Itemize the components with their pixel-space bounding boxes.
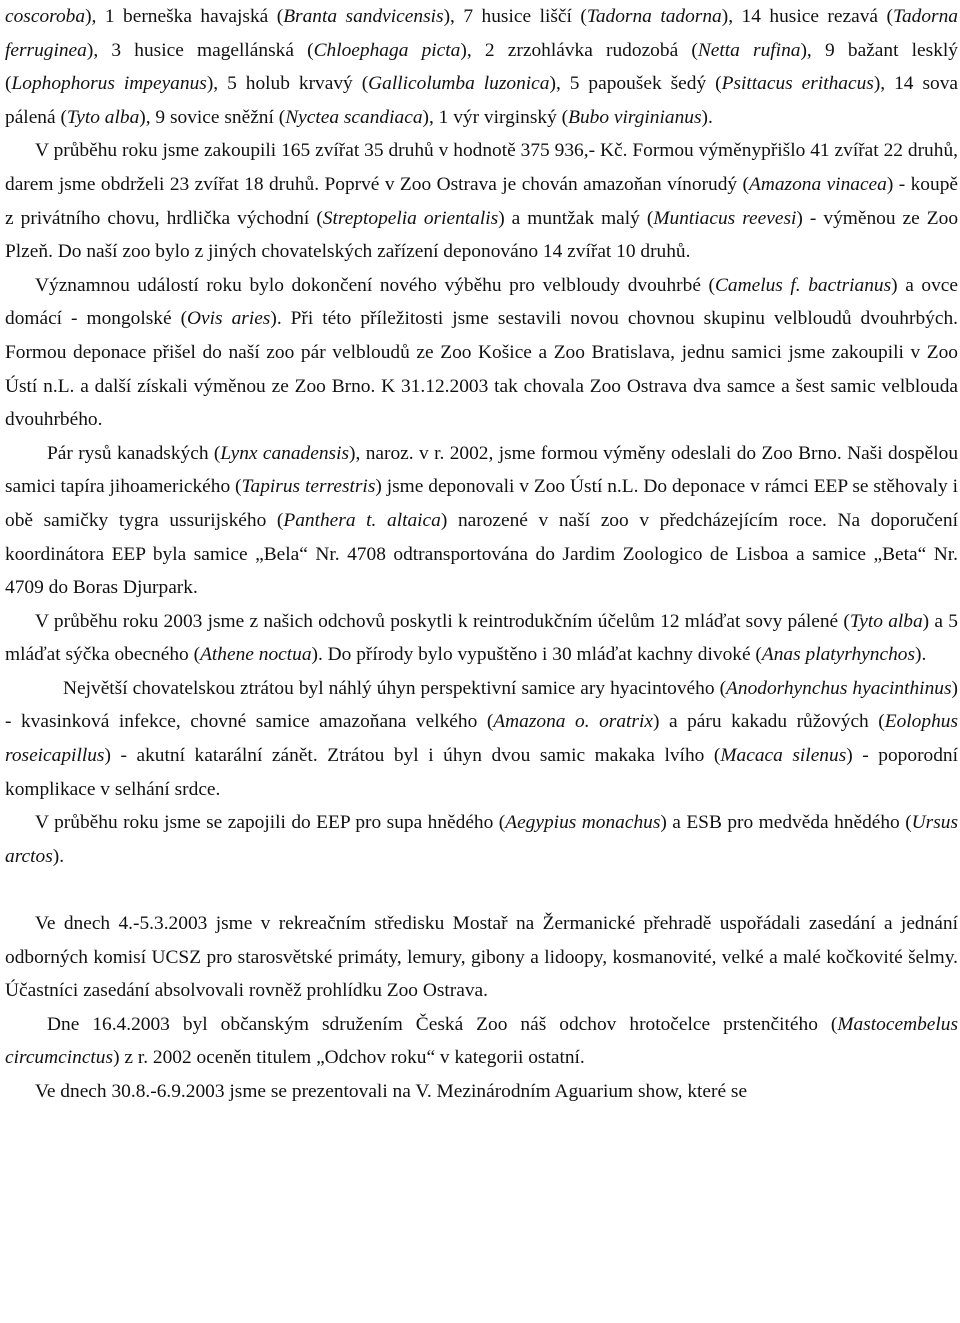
text-run: ) - poporodní komplikace v selhání srdce. (5, 745, 958, 800)
text-run: ), 1 výr virginský ( (422, 106, 569, 128)
italic-text-run: Eolophus roseicapillus (5, 711, 959, 767)
text-run: ) a 5 mláďat sýčka obecného ( (5, 610, 958, 666)
italic-text-run: Mastocembelus circumcinctus (5, 1013, 958, 1069)
text-run: Ve dnech 30.8.-6.9.2003 jsme se prezentovali na V. Mezinárodním Aguarium show, které se (35, 1081, 748, 1102)
italic-text-run: Anas platyrhynchos (761, 644, 916, 666)
italic-text-run: Nyctea scandiaca (285, 106, 423, 128)
paragraph (5, 605, 958, 672)
italic-text-run: Streptopelia orientalis (322, 207, 499, 229)
text-run: ), 3 husice magellánská ( (86, 39, 314, 61)
text-run: V průběhu roku jsme zakoupili 165 zvířat 35 druhů v hodnotě 375 936,- Kč. Formou výměnypřišlo 41 zvířat 22 druhů, darem jsme obdrželi 23 zvířat 18 druhů. Poprvé v Zoo Ostrava je chován amazoňan vínorudý ( (5, 140, 958, 195)
italic-text-run: Muntiacus reevesi (653, 207, 797, 229)
text-run: ) narozené v naší zoo v předcházejícím roce. Na doporučení koordinátora EEP byla samice „Bela“ Nr. 4708 odtransportována do Jardim Zoologico de Lisboa a samice „Beta“ Nr. 4709 do Boras Djurpark. (5, 509, 958, 599)
paragraph (5, 0, 958, 134)
text-run: ), 14 husice rezavá ( (721, 6, 893, 27)
text-run: ). Do přírody bylo vypuštěno i 30 mláďat kachny divoké ( (311, 644, 762, 666)
paragraph-spacer (5, 873, 958, 907)
document-page (5, 0, 958, 1109)
text-run: ), 9 bažant lesklý ( (5, 39, 958, 95)
paragraph (5, 134, 958, 268)
italic-text-run: Macaca silenus (720, 745, 847, 767)
italic-text-run: Camelus f. bactrianus (714, 274, 892, 296)
italic-text-run: Tapirus terrestris (241, 476, 376, 498)
italic-text-run: Anodorhynchus hyacinthinus (726, 677, 952, 699)
text-run: ). (701, 106, 713, 128)
paragraph (5, 1008, 958, 1075)
text-run: ), 9 sovice sněžní ( (139, 106, 286, 128)
text-run: ) z r. 2002 oceněn titulem „Odchov roku“ v kategorii ostatní. (113, 1047, 585, 1069)
italic-text-run: Lophophorus impeyanus (11, 73, 207, 95)
text-run: ) - výměnou ze Zoo Plzeň. Do naší zoo bylo z jiných chovatelských zařízení deponováno 14 zvířat 10 druhů. (5, 207, 959, 263)
text-run: ). Při této příležitosti jsme sestavili novou chovnou skupinu velbloudů dvouhrbých. Formou deponace přišel do naší zoo pár velbloudů ze Zoo Košice a Zoo Bratislava, jednu samici jsme zakoupili v Zoo Ústí n.L. a další získali výměnou ze Zoo Brno. K 31.12.2003 tak chovala Zoo Ostrava dva samce a šest samic velblouda dvouhrbého. (5, 308, 958, 431)
italic-text-run: Ovis aries (187, 308, 271, 330)
text-run: ) - koupě z privátního chovu, hrdlička východní ( (5, 173, 958, 229)
text-run: ) a ESB pro medvěda hnědého ( (660, 812, 912, 834)
italic-text-run: coscoroba (5, 6, 86, 27)
italic-text-run: Bubo virginianus (568, 106, 702, 128)
text-run: ), 7 husice liščí ( (443, 6, 587, 27)
text-run: ) - kvasinková infekce, chovné samice amazoňana velkého ( (5, 677, 958, 733)
text-run: ) a muntžak malý ( (498, 207, 654, 229)
paragraph (5, 672, 958, 806)
text-run: Pár rysů kanadských ( (47, 442, 221, 464)
text-run: Dne 16.4.2003 byl občanským sdružením Česká Zoo náš odchov hrotočelce prstenčitého ( (47, 1013, 838, 1035)
italic-text-run: Amazona o. oratrix (493, 711, 653, 733)
italic-text-run: Netta rufina (697, 39, 801, 61)
text-run: ) a páru kakadu růžových ( (652, 711, 885, 733)
text-run: ). (915, 644, 927, 666)
paragraph (5, 806, 958, 873)
italic-text-run: Tyto alba (849, 610, 923, 632)
italic-text-run: Tadorna tadorna (586, 6, 722, 27)
text-run: ), 14 sova pálená ( (5, 73, 959, 128)
italic-text-run: Gallicolumba luzonica (368, 73, 550, 95)
italic-text-run: Tyto alba (66, 106, 140, 128)
paragraph (5, 1075, 958, 1109)
italic-text-run: Chloephaga picta (313, 39, 461, 61)
text-run: Ve dnech 4.-5.3.2003 jsme v rekreačním středisku Mostař na Žermanické přehradě uspořádali zasedání a jednání odborných komisí UCSZ pro starosvětské primáty, lemury, gibony a lidoopy, kosmanovité, velké a malé kočkovité šelmy. Účastníci zasedání absolvovali rovněž prohlídku Zoo Ostrava. (5, 913, 958, 1002)
text-run: ), 2 zrzohlávka rudozobá ( (460, 39, 698, 61)
paragraph (5, 907, 958, 1008)
italic-text-run: Aegypius monachus (505, 812, 661, 834)
text-run: ), naroz. v r. 2002, jsme formou výměny odeslali do Zoo Brno. Naši dospělou samici tapíra jihoamerického ( (5, 442, 959, 498)
paragraph (5, 437, 958, 605)
italic-text-run: Amazona vinacea (748, 173, 887, 195)
text-run: ) a ovce domácí - mongolské ( (5, 274, 958, 330)
text-run: ), 5 papoušek šedý ( (549, 73, 722, 95)
italic-text-run: Psittacus erithacus (721, 73, 874, 95)
italic-text-run: Ursus arctos (5, 812, 959, 867)
text-run: ) - akutní katarální zánět. Ztrátou byl i úhyn dvou samic makaka lvího ( (104, 745, 721, 767)
text-run: V průběhu roku jsme se zapojili do EEP pro supa hnědého ( (35, 812, 506, 834)
text-run: ), 5 holub krvavý ( (206, 73, 369, 95)
text-run: ) jsme deponovali v Zoo Ústí n.L. Do deponace v rámci EEP se stěhovaly i obě samičky tygra ussurijského ( (5, 476, 958, 531)
text-run: ). (52, 845, 65, 867)
italic-text-run: Tadorna ferruginea (5, 6, 958, 61)
text-run: Největší chovatelskou ztrátou byl náhlý úhyn perspektivní samice ary hyacintového ( (63, 677, 727, 699)
italic-text-run: Lynx canadensis (220, 442, 350, 464)
italic-text-run: Athene noctua (200, 644, 312, 666)
text-run: V průběhu roku 2003 jsme z našich odchovů poskytli k reintrodukčním účelům 12 mláďat sovy pálené ( (35, 610, 850, 632)
text-run: Významnou událostí roku bylo dokončení nového výběhu pro velbloudy dvouhrbé ( (35, 274, 715, 296)
italic-text-run: Panthera t. altaica (283, 509, 441, 531)
paragraph (5, 269, 958, 437)
text-run: ), 1 berneška havajská ( (85, 6, 284, 27)
italic-text-run: Branta sandvicensis (283, 6, 444, 27)
